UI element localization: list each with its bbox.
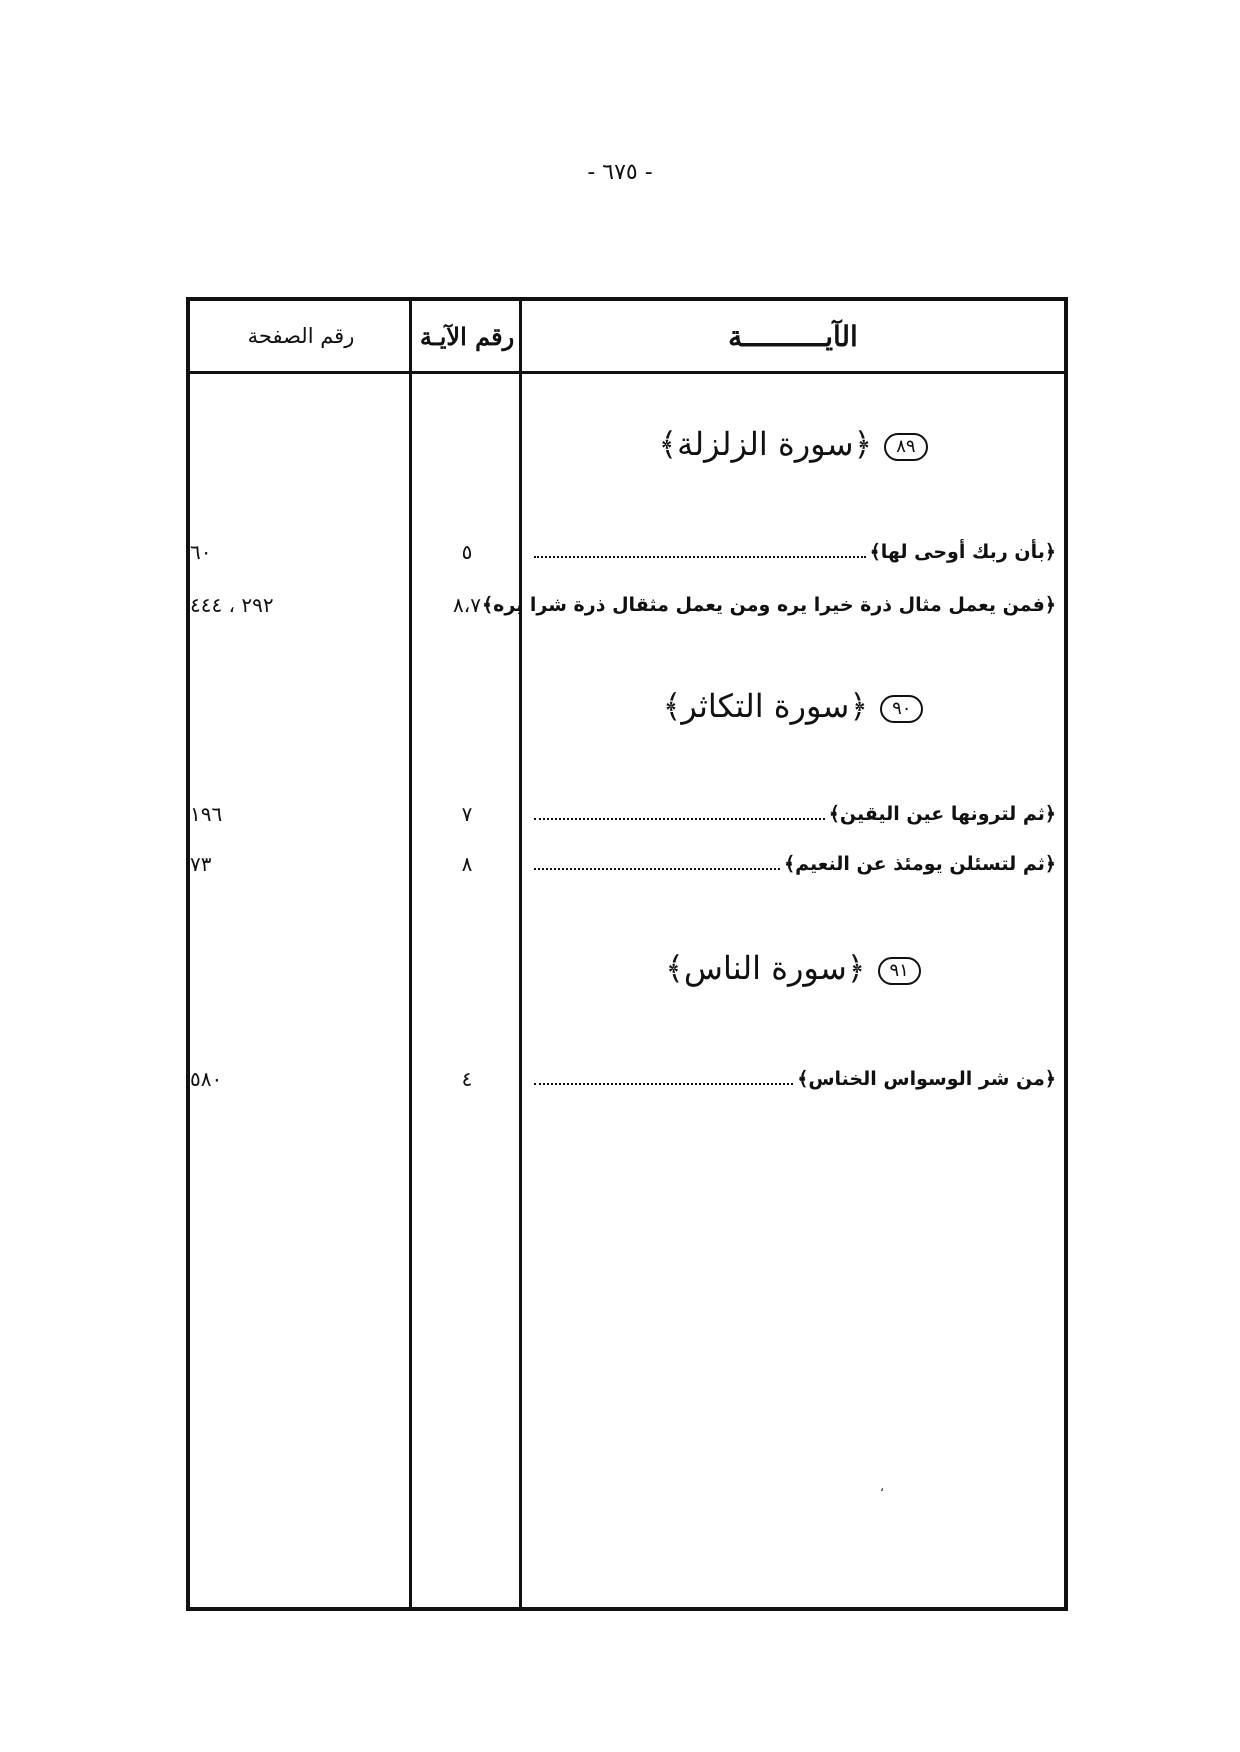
table-row [190,534,1064,570]
page-number-cell: ٦٠ [190,540,212,564]
leader-dots [534,556,866,558]
page-number-cell: ١٩٦ [190,802,223,826]
verse-number-cell: ٥ [461,540,473,564]
header-verse: الآيــــــــــة [728,319,858,353]
verse-text: ﴿ثم لترونها عين اليقين﴾ [828,803,1056,825]
page-number-cell: ٥٨٠ [190,1067,223,1091]
column-divider [409,301,412,1607]
header-page-number: رقم الصفحة [247,324,355,348]
table-row [190,587,1064,623]
verse-text: ﴿بأن ربك أوحى لها﴾ [869,541,1056,563]
table-row [190,846,1064,882]
verse-cell [530,796,1056,832]
page-number-cell: ٢٩٢ ، ٤٤٤ [190,593,274,617]
surah-title: ﴿سورة الزلزلة﴾ [658,425,873,463]
verse-text: ﴿ثم لتسئلن يومئذ عن النعيم﴾ [784,853,1056,875]
verse-number-cell: ٧ [461,802,473,826]
leader-dots [534,868,780,870]
verse-cell [530,534,1056,570]
surah-heading [522,687,1064,725]
surah-title: ﴿سورة الناس﴾ [665,949,866,987]
surah-heading [522,425,1064,463]
surah-number-badge: ٩١ [878,957,921,985]
surah-heading [522,949,1064,987]
verse-number-cell: ٤ [461,1067,473,1091]
stray-mark: ، [880,1480,884,1494]
table-row [190,1061,1064,1097]
verse-cell [530,1061,1056,1097]
table-row [190,796,1064,832]
leader-dots [534,1083,793,1085]
leader-dots [534,818,825,820]
verse-index-table [186,297,1068,1611]
verse-number-cell: ٨ [461,852,473,876]
surah-number-badge: ٩٠ [880,695,923,723]
header-verse-number: رقم الآيـة [419,321,515,351]
verse-cell [530,846,1056,882]
header-divider [190,371,1064,374]
verse-number-cell: ٨،٧ [453,593,481,617]
verse-text: ﴿فمن يعمل مثال ذرة خيرا يره ومن يعمل مثقال ذرة شرا يره﴾ [482,594,1056,616]
page-number-cell: ٧٣ [190,852,212,876]
surah-number-badge: ٨٩ [884,433,927,461]
page-number: - ٦٧٥ - [587,160,653,185]
verse-text: ﴿من شر الوسواس الخناس﴾ [797,1068,1056,1090]
verse-cell [482,587,1056,623]
surah-title: ﴿سورة التكاثر﴾ [662,687,869,725]
